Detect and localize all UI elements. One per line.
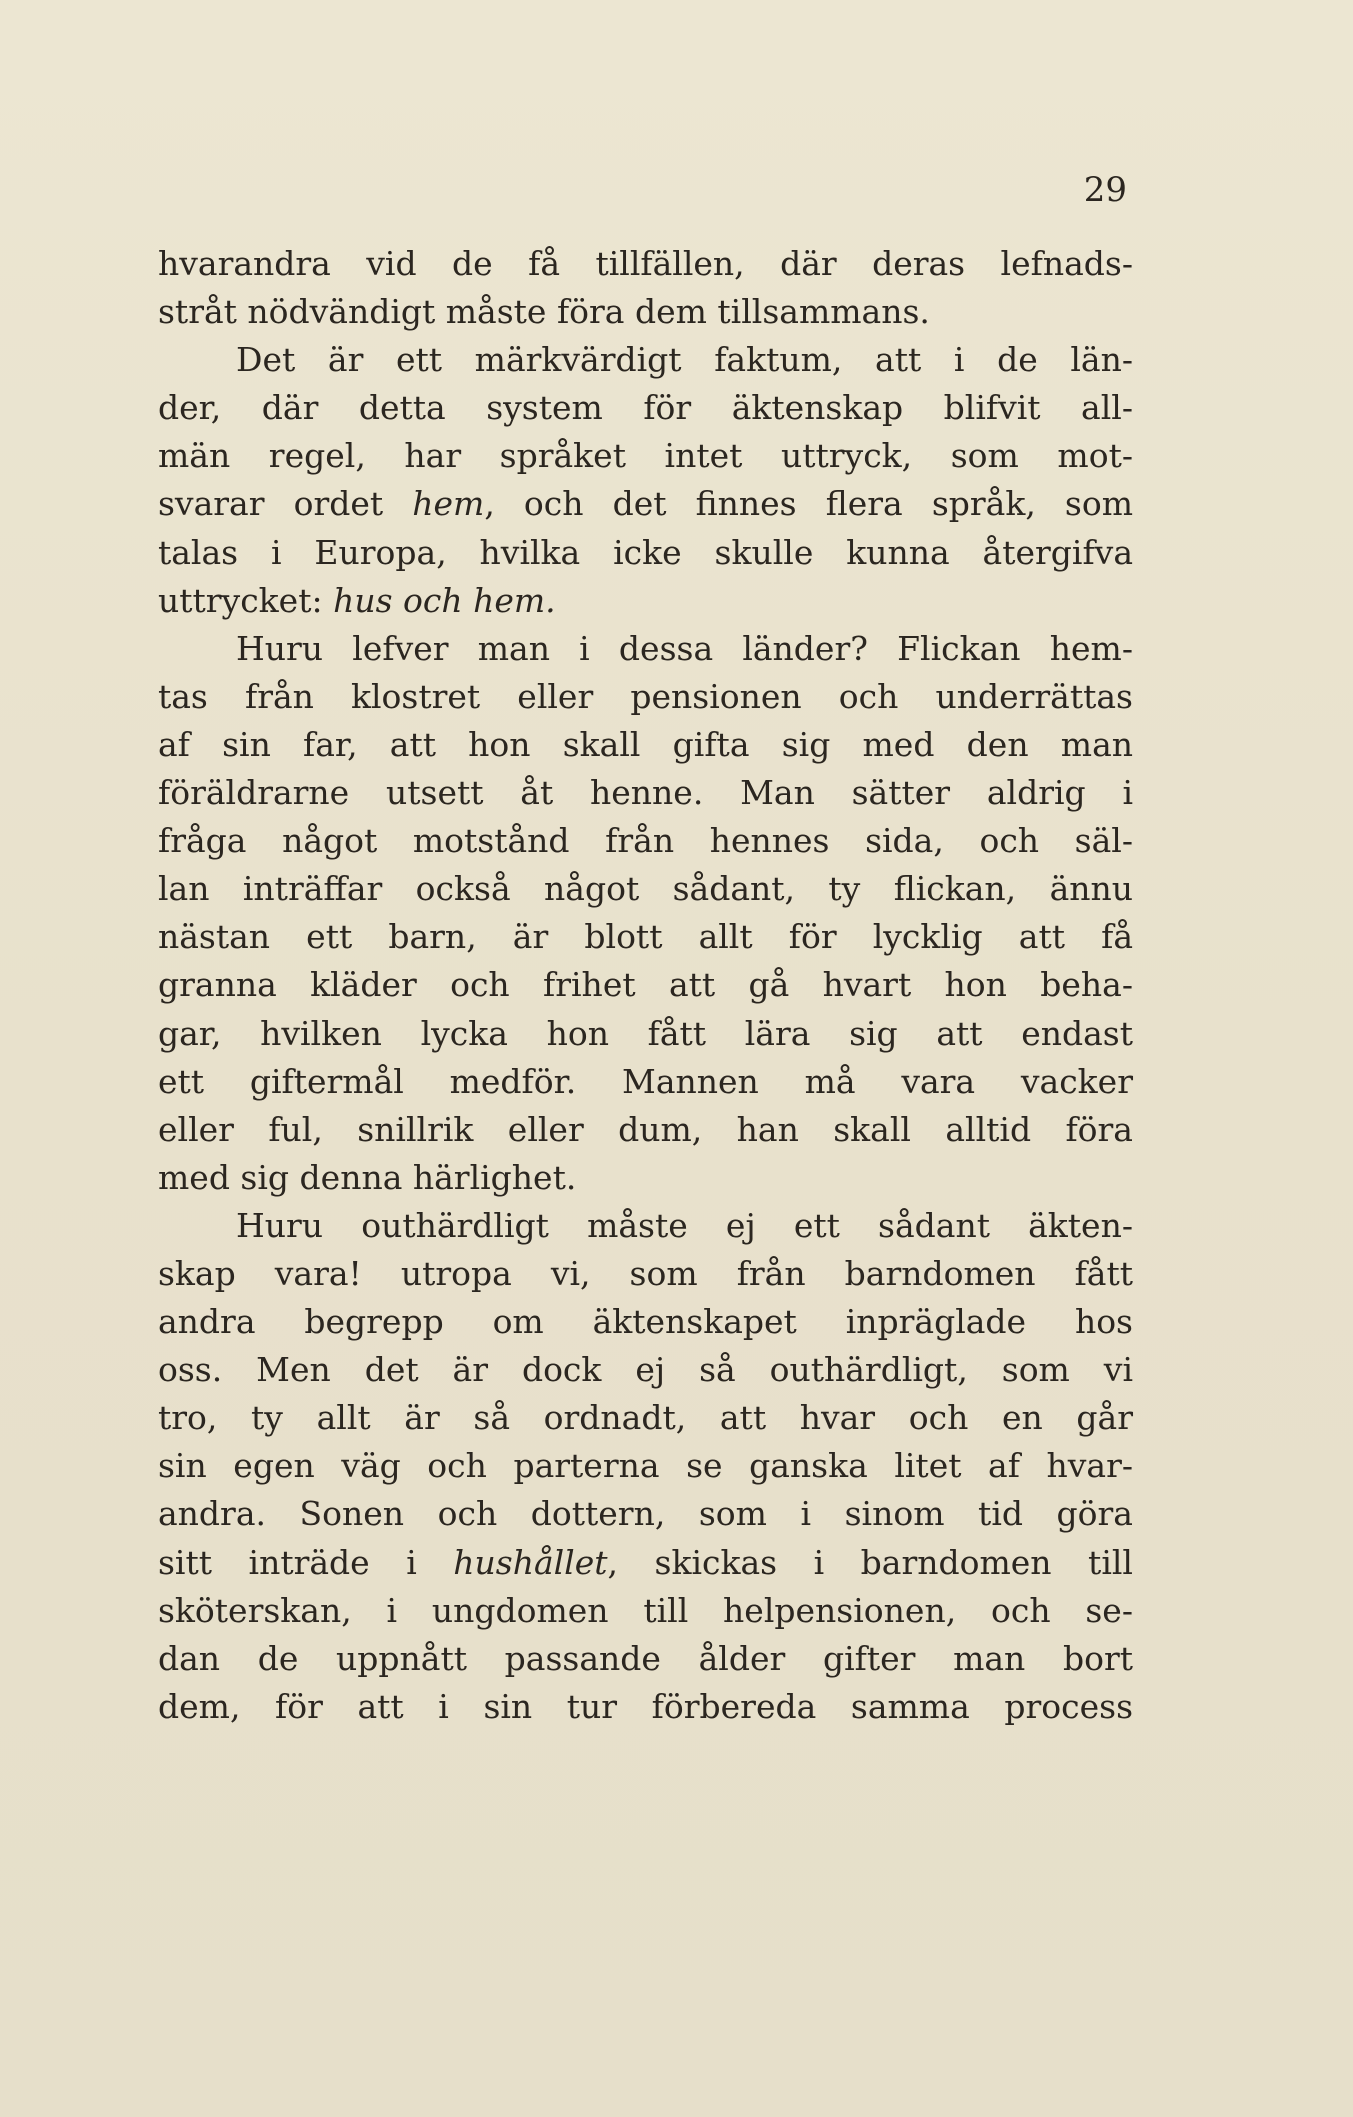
text-line: [158, 865, 1133, 913]
text-segment: ett giftermål medför. Mannen må vara vacker: [158, 1061, 1133, 1101]
text-line: [158, 1539, 1133, 1587]
text-line: [158, 1058, 1133, 1106]
text-segment: uttrycket:: [158, 580, 334, 620]
text-line: [158, 336, 1133, 384]
text-segment: sin egen väg och parterna se ganska litet af hvar-: [158, 1446, 1133, 1486]
text-segment: andra. Sonen och dottern, som i sinom tid göra: [158, 1494, 1133, 1534]
text-line: [158, 240, 1133, 288]
text-line: [158, 1346, 1133, 1394]
text-segment: skap vara! utropa vi, som från barndomen fått: [158, 1253, 1133, 1293]
italic-word: hus och hem.: [333, 580, 556, 620]
text-segment: , skickas i barndomen till: [607, 1542, 1133, 1582]
text-segment: sitt inträde i: [158, 1542, 454, 1582]
text-line: [158, 384, 1133, 432]
text-segment: gar, hvilken lycka hon fått lära sig att endast: [158, 1013, 1133, 1053]
text-segment: svarar ordet: [158, 484, 413, 524]
body-text: [158, 240, 1133, 1731]
text-line: [158, 1683, 1133, 1731]
text-segment: oss. Men det är dock ej så outhärdligt, som vi: [158, 1350, 1133, 1390]
text-line: [158, 1010, 1133, 1058]
text-segment: Det är ett märkvärdigt faktum, att i de län-: [236, 340, 1133, 380]
text-segment: sköterskan, i ungdomen till helpensionen, och se-: [158, 1590, 1133, 1630]
text-segment: der, där detta system för äktenskap blifvit all-: [158, 388, 1133, 428]
text-segment: af sin far, att hon skall gifta sig med den man: [158, 724, 1133, 764]
text-line: [158, 1202, 1133, 1250]
text-line: [158, 769, 1133, 817]
text-segment: nästan ett barn, är blott allt för lycklig att få: [158, 917, 1133, 957]
text-line: [158, 961, 1133, 1009]
text-segment: andra begrepp om äktenskapet inpräglade hos: [158, 1302, 1133, 1342]
text-line: [158, 1250, 1133, 1298]
text-line: [158, 673, 1133, 721]
text-segment: granna kläder och frihet att gå hvart hon beha-: [158, 965, 1133, 1005]
text-segment: tas från klostret eller pensionen och underrättas: [158, 676, 1133, 716]
text-segment: män regel, har språket intet uttryck, som mot-: [158, 436, 1133, 476]
text-line: [158, 288, 1133, 336]
text-segment: lan inträffar också något sådant, ty flickan, ännu: [158, 869, 1133, 909]
text-line: [158, 432, 1133, 480]
text-segment: , och det finnes flera språk, som: [484, 484, 1134, 524]
text-line: [158, 1490, 1133, 1538]
text-line: [158, 480, 1133, 528]
text-segment: hvarandra vid de få tillfällen, där deras lefnads-: [158, 244, 1133, 283]
text-segment: föräldrarne utsett åt henne. Man sätter aldrig i: [158, 773, 1133, 813]
text-segment: Huru lefver man i dessa länder? Flickan hem-: [236, 628, 1133, 668]
text-line: [158, 817, 1133, 865]
text-segment: Huru outhärdligt måste ej ett sådant äkten-: [236, 1205, 1133, 1245]
text-segment: med sig denna härlighet.: [158, 1157, 577, 1197]
text-segment: dan de uppnått passande ålder gifter man bort: [158, 1638, 1133, 1678]
text-line: [158, 1635, 1133, 1683]
text-line: [158, 577, 1133, 625]
text-line: [158, 529, 1133, 577]
page-number: 29: [1083, 170, 1127, 210]
text-line: [158, 1442, 1133, 1490]
text-line: [158, 913, 1133, 961]
text-segment: talas i Europa, hvilka icke skulle kunna återgifva: [158, 532, 1133, 572]
text-segment: fråga något motstånd från hennes sida, och säl-: [158, 821, 1133, 861]
text-segment: eller ful, snillrik eller dum, han skall alltid föra: [158, 1109, 1133, 1149]
italic-word: hem: [412, 484, 485, 524]
text-line: [158, 721, 1133, 769]
text-segment: dem, för att i sin tur förbereda samma process: [158, 1686, 1133, 1726]
text-segment: tro, ty allt är så ordnadt, att hvar och en går: [158, 1398, 1133, 1438]
text-line: [158, 1106, 1133, 1154]
italic-word: hushållet: [453, 1542, 608, 1582]
text-line: [158, 1587, 1133, 1635]
text-line: [158, 1298, 1133, 1346]
text-line: [158, 1394, 1133, 1442]
text-segment: stråt nödvändigt måste föra dem tillsammans.: [158, 292, 930, 332]
text-line: [158, 625, 1133, 673]
text-line: [158, 1154, 1133, 1202]
